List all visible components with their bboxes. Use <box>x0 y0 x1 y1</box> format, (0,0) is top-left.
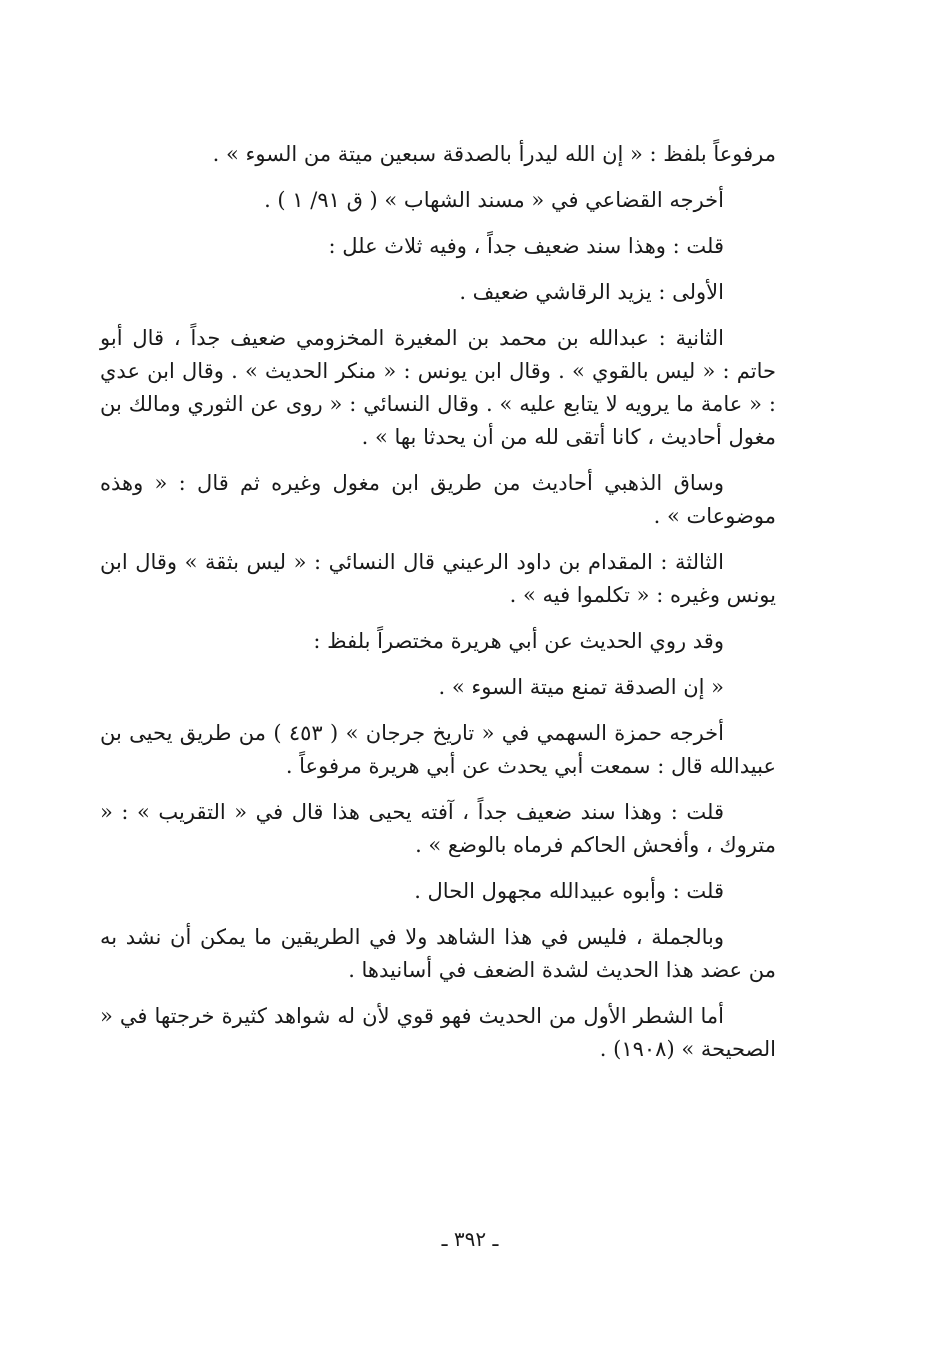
paragraph-takhrij-qudai: أخرجه القضاعي في « مسند الشهاب » ( ق ٩١/ ١ ) . <box>264 188 724 212</box>
page-body <box>100 138 776 1066</box>
paragraph-summary: وبالجملة ، فليس في هذا الشاهد ولا في الطريقين ما يمكن أن نشد به من عضد هذا الحديث لشدة الضعف في أسانيدها . <box>100 925 776 982</box>
paragraph-first-part-strong: أما الشطر الأول من الحديث فهو قوي لأن له شواهد كثيرة خرجتها في « الصحيحة » (١٩٠٨) . <box>100 1004 776 1061</box>
paragraph-second-defect: الثانية : عبدالله بن محمد بن المغيرة المخزومي ضعيف جداً ، قال أبو حاتم : « ليس بالقوي » . وقال ابن يونس : « منكر الحديث » . وقال ابن عدي : « عامة ما يرويه لا يتابع عليه » . وقال النسائي : « روى عن الثوري ومالك بن مغول أحاديث ، كانا أتقى لله من أن يحدثا بها » . <box>100 326 776 449</box>
paragraph-three-defects: قلت : وهذا سند ضعيف جداً ، وفيه ثلاث علل : <box>328 234 724 258</box>
paragraph-dhahabi: وساق الذهبي أحاديث من طريق ابن مغول وغيره ثم قال : « وهذه موضوعات » . <box>100 471 776 528</box>
paragraph-intro: مرفوعاً بلفظ : « إن الله ليدرأ بالصدقة سبعين ميتة من السوء » . <box>212 142 776 166</box>
paragraph-third-defect: الثالثة : المقدام بن داود الرعيني قال النسائي : « ليس بثقة » وقال ابن يونس وغيره : « تكلموا فيه » . <box>100 550 776 607</box>
paragraph-yahya-matruk: قلت : وهذا سند ضعيف جداً ، آفته يحيى هذا قال في « التقريب » : « متروك ، وأفحش الحاكم فرماه بالوضع » . <box>100 800 776 857</box>
paragraph-abu-hurayra-narration: وقد روي الحديث عن أبي هريرة مختصراً بلفظ : <box>313 629 724 653</box>
paragraph-first-defect: الأولى : يزيد الرقاشي ضعيف . <box>459 280 724 304</box>
paragraph-hadith-text: « إن الصدقة تمنع ميتة السوء » . <box>438 675 724 699</box>
page-number: ـ ٣٩٢ ـ <box>441 1227 499 1251</box>
paragraph-takhrij-sahmi: أخرجه حمزة السهمي في « تاريخ جرجان » ( ٤٥٣ ) من طريق يحيى بن عبيدالله قال : سمعت أبي يحدث عن أبي هريرة مرفوعاً . <box>100 721 776 778</box>
paragraph-father-majhul: قلت : وأبوه عبيدالله مجهول الحال . <box>414 879 724 903</box>
